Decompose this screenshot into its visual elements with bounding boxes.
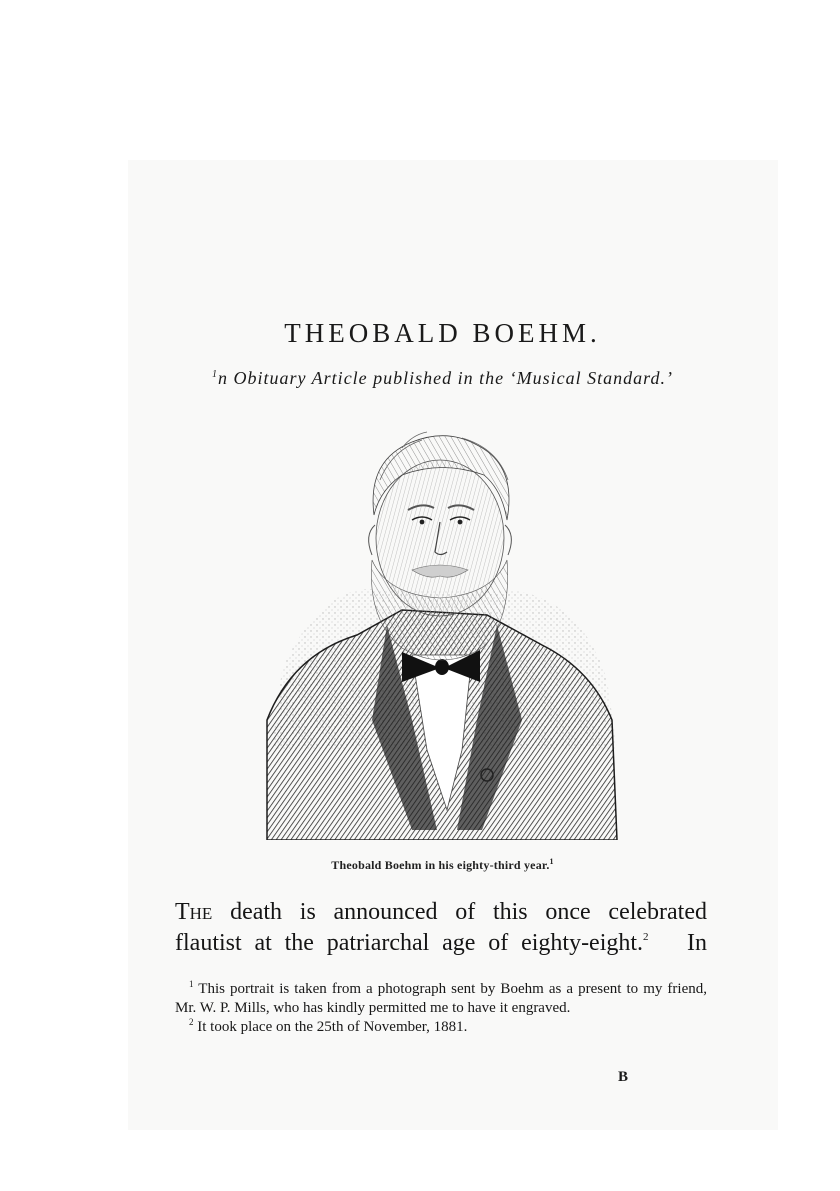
body-paragraph [175, 897, 707, 959]
subtitle [0, 368, 840, 389]
body-line-1-text: death is announced of this once celebrated [212, 899, 707, 925]
page-title: THEOBALD BOEHM. [284, 318, 601, 348]
body-note-mark: 2 [643, 931, 649, 943]
footnote-2-text: It took place on the 25th of November, 1881. [197, 1019, 468, 1035]
body-line-2 [175, 928, 707, 959]
portrait-caption [0, 857, 840, 873]
body-line-2-text: flautist at the patriarchal age of eighty-eight. [175, 930, 644, 956]
lead-word: The [175, 899, 213, 925]
body-line-1 [175, 897, 707, 928]
footnote-2 [175, 1018, 707, 1037]
subtitle-note-mark: 1 [212, 369, 219, 380]
footnote-2-mark: 2 [189, 1017, 194, 1027]
caption-note-mark: 1 [549, 857, 554, 866]
footnote-1-mark: 1 [189, 979, 194, 989]
portrait-engraving [262, 420, 622, 840]
body-line-2-end: In [687, 930, 707, 956]
signature-mark: B [618, 1069, 629, 1085]
footnote-1-text: This portrait is taken from a photograph sent by Boehm as a present to my friend, Mr. W. P. Mills, who has kindly permitted me to have it engraved. [175, 981, 707, 1016]
footnote-1 [175, 980, 707, 1018]
caption-text: Theobald Boehm in his eighty-third year. [331, 858, 550, 872]
footnotes [175, 980, 707, 1037]
subtitle-text: n Obituary Article published in the ‘Musical Standard.’ [218, 368, 673, 388]
